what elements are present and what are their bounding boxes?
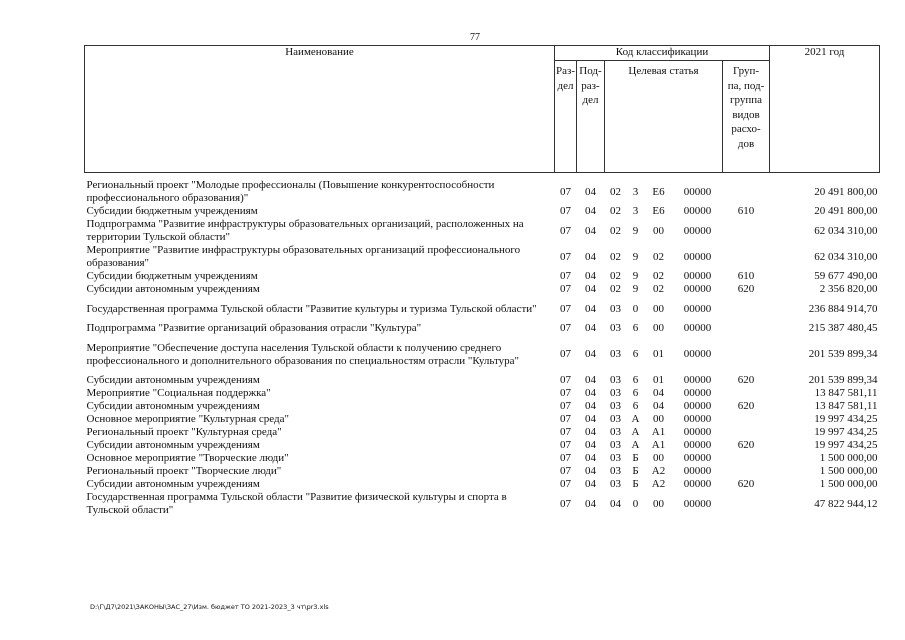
- row-direction-code: 00000: [683, 185, 712, 198]
- row-amount: 201 539 899,34: [808, 348, 878, 360]
- row-activity-code: 00: [653, 497, 664, 510]
- row-program-code: 03: [610, 439, 621, 451]
- row-subsection: 04: [585, 374, 596, 386]
- row-direction-code: 00000: [683, 426, 712, 438]
- row-subprogram-code: 9: [632, 250, 639, 263]
- row-expense-type: 620: [737, 283, 755, 295]
- row-activity-code: 01: [653, 374, 664, 386]
- row-program-code: 02: [610, 205, 621, 217]
- row-section: 07: [560, 250, 571, 263]
- column-header-subsection: Под- раз- дел: [577, 61, 605, 173]
- row-activity-code: А2: [651, 478, 666, 490]
- row-section: 07: [560, 185, 571, 198]
- row-expense-type: [723, 322, 770, 335]
- row-subprogram-code: 0: [632, 497, 639, 510]
- row-subsection: 04: [585, 302, 596, 315]
- row-subprogram-code: А: [631, 426, 640, 438]
- row-direction-code: 00000: [683, 224, 712, 237]
- row-name: Мероприятие "Обеспечение доступа населения Тульской области к получению среднего профессионального и дополнительного образования по специальностям отрасли "Культура": [86, 341, 519, 367]
- row-activity-code: 00: [653, 224, 664, 237]
- table-row: [85, 283, 880, 296]
- row-section: 07: [560, 283, 571, 295]
- row-program-code: 03: [610, 413, 621, 425]
- row-expense-type: 620: [737, 400, 755, 412]
- row-name: Региональный проект "Культурная среда": [86, 426, 282, 438]
- row-direction-code: 00000: [683, 270, 712, 282]
- row-direction-code: 00000: [683, 439, 712, 451]
- row-name: Региональный проект "Творческие люди": [86, 465, 282, 477]
- row-subprogram-code: 6: [632, 400, 639, 412]
- row-amount: 201 539 899,34: [808, 374, 878, 386]
- row-subprogram-code: 9: [632, 283, 639, 295]
- row-subprogram-code: 6: [632, 374, 639, 386]
- page-number: 77: [470, 32, 480, 43]
- row-amount: 19 997 434,25: [814, 413, 878, 425]
- row-amount: 19 997 434,25: [814, 439, 878, 451]
- row-amount: 236 884 914,70: [808, 302, 878, 315]
- table-row: [85, 296, 880, 322]
- row-amount: 20 491 800,00: [814, 205, 878, 217]
- row-name: Субсидии автономным учреждениям: [86, 283, 260, 295]
- row-subprogram-code: 3: [632, 185, 639, 198]
- row-expense-type: [723, 452, 770, 465]
- row-subprogram-code: Б: [632, 478, 639, 490]
- row-section: 07: [560, 205, 571, 217]
- row-direction-code: 00000: [683, 283, 712, 295]
- row-subsection: 04: [585, 224, 596, 237]
- row-amount: 1 500 000,00: [819, 478, 878, 490]
- row-program-code: 03: [610, 374, 621, 386]
- row-activity-code: 00: [653, 322, 664, 334]
- row-direction-code: 00000: [683, 348, 712, 360]
- row-program-code: 02: [610, 283, 621, 295]
- row-amount: 62 034 310,00: [814, 224, 878, 237]
- row-subprogram-code: Б: [632, 452, 639, 464]
- row-section: 07: [560, 322, 571, 334]
- row-activity-code: 00: [653, 452, 664, 464]
- row-direction-code: 00000: [683, 387, 712, 399]
- row-program-code: 03: [610, 322, 621, 334]
- row-section: 07: [560, 439, 571, 451]
- row-subprogram-code: 3: [632, 205, 639, 217]
- row-direction-code: 00000: [683, 400, 712, 412]
- row-section: 07: [560, 348, 571, 360]
- row-program-code: 04: [610, 497, 621, 510]
- row-activity-code: 02: [653, 250, 664, 263]
- file-path-footer: D:\Г\Д7\2021\ЗАКОНЫ\ЗАС_27\Изм. бюджет ТО 2021-2023_3 чт\pr3.xls: [90, 603, 329, 611]
- row-program-code: 03: [610, 387, 621, 399]
- table-row: [85, 387, 880, 400]
- row-name: Государственная программа Тульской области "Развитие культуры и туризма Тульской области": [86, 302, 537, 315]
- row-subsection: 04: [585, 322, 596, 334]
- table-row: [85, 439, 880, 452]
- row-program-code: 03: [610, 426, 621, 438]
- row-direction-code: 00000: [683, 302, 712, 315]
- row-amount: 2 356 820,00: [819, 283, 878, 295]
- row-subprogram-code: 6: [632, 348, 639, 360]
- column-header-year: 2021 год: [770, 46, 880, 173]
- row-activity-code: 00: [653, 413, 664, 425]
- row-name: Субсидии бюджетным учреждениям: [86, 205, 258, 217]
- row-subsection: 04: [585, 465, 596, 477]
- row-direction-code: 00000: [683, 465, 712, 477]
- row-expense-type: [723, 173, 770, 206]
- row-expense-type: [723, 218, 770, 244]
- column-header-target-article: Целевая статья: [605, 61, 723, 173]
- row-subprogram-code: 0: [632, 302, 639, 315]
- row-subsection: 04: [585, 205, 596, 217]
- row-name: Субсидии автономным учреждениям: [86, 439, 260, 451]
- table-row: [85, 413, 880, 426]
- row-subprogram-code: 6: [632, 387, 639, 399]
- row-program-code: 03: [610, 302, 621, 315]
- row-name: Региональный проект "Молодые профессионалы (Повышение конкурентоспособности профессионального образования)": [86, 179, 495, 204]
- row-name: Субсидии автономным учреждениям: [86, 374, 260, 386]
- row-section: 07: [560, 270, 571, 282]
- row-direction-code: 00000: [683, 452, 712, 464]
- row-program-code: 02: [610, 270, 621, 282]
- row-subsection: 04: [585, 400, 596, 412]
- row-amount: 62 034 310,00: [814, 250, 878, 263]
- row-name: Подпрограмма "Развитие инфраструктуры образовательных организаций, расположенных на территории Тульской области": [86, 218, 524, 243]
- row-subsection: 04: [585, 283, 596, 295]
- row-section: 07: [560, 426, 571, 438]
- row-program-code: 02: [610, 185, 621, 198]
- row-expense-type: 620: [737, 374, 755, 386]
- row-section: 07: [560, 400, 571, 412]
- row-direction-code: 00000: [683, 205, 712, 217]
- row-expense-type: [723, 335, 770, 374]
- row-expense-type: [723, 413, 770, 426]
- row-subsection: 04: [585, 250, 596, 263]
- row-activity-code: Е6: [652, 185, 665, 198]
- table-row: [85, 491, 880, 517]
- row-subsection: 04: [585, 387, 596, 399]
- table-row: [85, 205, 880, 218]
- row-amount: 13 847 581,11: [814, 387, 878, 399]
- row-amount: 20 491 800,00: [814, 185, 878, 198]
- row-section: 07: [560, 413, 571, 425]
- row-section: 07: [560, 478, 571, 490]
- row-section: 07: [560, 452, 571, 464]
- row-activity-code: 02: [653, 270, 664, 282]
- table-row: [85, 218, 880, 244]
- row-activity-code: А1: [651, 439, 666, 451]
- row-amount: 19 997 434,25: [814, 426, 878, 438]
- row-expense-type: [723, 387, 770, 400]
- row-program-code: 03: [610, 465, 621, 477]
- row-program-code: 03: [610, 452, 621, 464]
- row-amount: 1 500 000,00: [819, 452, 878, 464]
- row-program-code: 02: [610, 224, 621, 237]
- row-subprogram-code: 6: [632, 322, 639, 334]
- row-program-code: 02: [610, 250, 621, 263]
- table-row: [85, 426, 880, 439]
- row-subsection: 04: [585, 426, 596, 438]
- row-direction-code: 00000: [683, 497, 712, 510]
- row-direction-code: 00000: [683, 250, 712, 263]
- column-header-expense-group: Груп- па, под- группа видов расхо- дов: [723, 61, 770, 173]
- table-row: [85, 173, 880, 206]
- column-header-classification: Код классификации: [555, 46, 770, 61]
- row-expense-type: 620: [737, 478, 755, 490]
- row-expense-type: [723, 491, 770, 517]
- row-amount: 215 387 480,45: [808, 322, 878, 334]
- row-activity-code: 00: [653, 302, 664, 315]
- row-expense-type: [723, 244, 770, 270]
- row-subsection: 04: [585, 478, 596, 490]
- row-expense-type: [723, 465, 770, 478]
- row-subprogram-code: 9: [632, 270, 639, 282]
- row-section: 07: [560, 374, 571, 386]
- row-subsection: 04: [585, 452, 596, 464]
- row-expense-type: 610: [737, 205, 755, 217]
- row-name: Мероприятие "Развитие инфраструктуры образовательных организаций профессионального образования": [86, 244, 521, 269]
- row-expense-type: [723, 426, 770, 439]
- row-direction-code: 00000: [683, 322, 712, 334]
- row-program-code: 03: [610, 348, 621, 360]
- row-subsection: 04: [585, 413, 596, 425]
- row-subsection: 04: [585, 497, 596, 510]
- row-activity-code: А1: [651, 426, 666, 438]
- row-subsection: 04: [585, 348, 596, 360]
- row-name: Субсидии автономным учреждениям: [86, 478, 260, 490]
- row-direction-code: 00000: [683, 413, 712, 425]
- row-section: 07: [560, 224, 571, 237]
- budget-table: [84, 45, 880, 517]
- row-name: Субсидии автономным учреждениям: [86, 400, 260, 412]
- row-subsection: 04: [585, 185, 596, 198]
- row-expense-type: [723, 296, 770, 322]
- row-subsection: 04: [585, 270, 596, 282]
- row-section: 07: [560, 387, 571, 399]
- row-activity-code: 04: [653, 387, 664, 399]
- row-section: 07: [560, 497, 571, 510]
- row-name: Мероприятие "Социальная поддержка": [86, 387, 271, 399]
- row-subprogram-code: 9: [632, 224, 639, 237]
- row-expense-type: 610: [737, 270, 755, 282]
- table-row: [85, 374, 880, 387]
- table-row: [85, 452, 880, 465]
- column-header-section: Раз- дел: [555, 61, 577, 173]
- table-row: [85, 400, 880, 413]
- table-body: [85, 173, 880, 518]
- row-activity-code: 01: [653, 348, 664, 360]
- row-section: 07: [560, 302, 571, 315]
- table-row: [85, 244, 880, 270]
- row-amount: 1 500 000,00: [819, 465, 878, 477]
- row-subprogram-code: А: [631, 439, 640, 451]
- row-activity-code: 04: [653, 400, 664, 412]
- row-name: Основное мероприятие "Культурная среда": [86, 413, 289, 425]
- table-row: [85, 270, 880, 283]
- row-program-code: 03: [610, 400, 621, 412]
- row-amount: 59 677 490,00: [814, 270, 878, 282]
- row-name: Подпрограмма "Развитие организаций образования отрасли "Культура": [86, 322, 422, 334]
- row-subsection: 04: [585, 439, 596, 451]
- row-direction-code: 00000: [683, 478, 712, 490]
- column-header-name: Наименование: [85, 46, 555, 173]
- table-row: [85, 478, 880, 491]
- row-amount: 47 822 944,12: [814, 497, 878, 510]
- row-expense-type: 620: [737, 439, 755, 451]
- row-name: Государственная программа Тульской области "Развитие физической культуры и спорта в Тульской области": [86, 491, 507, 516]
- row-program-code: 03: [610, 478, 621, 490]
- row-name: Субсидии бюджетным учреждениям: [86, 270, 258, 282]
- row-name: Основное мероприятие "Творческие люди": [86, 452, 289, 464]
- row-section: 07: [560, 465, 571, 477]
- row-subprogram-code: Б: [632, 465, 639, 477]
- table-header: [85, 46, 880, 173]
- table-row: [85, 322, 880, 335]
- row-activity-code: А2: [651, 465, 666, 477]
- row-direction-code: 00000: [683, 374, 712, 386]
- table-row: [85, 465, 880, 478]
- row-amount: 13 847 581,11: [814, 400, 878, 412]
- row-activity-code: 02: [653, 283, 664, 295]
- row-subprogram-code: А: [631, 413, 640, 425]
- table-row: [85, 335, 880, 374]
- row-activity-code: Е6: [652, 205, 665, 217]
